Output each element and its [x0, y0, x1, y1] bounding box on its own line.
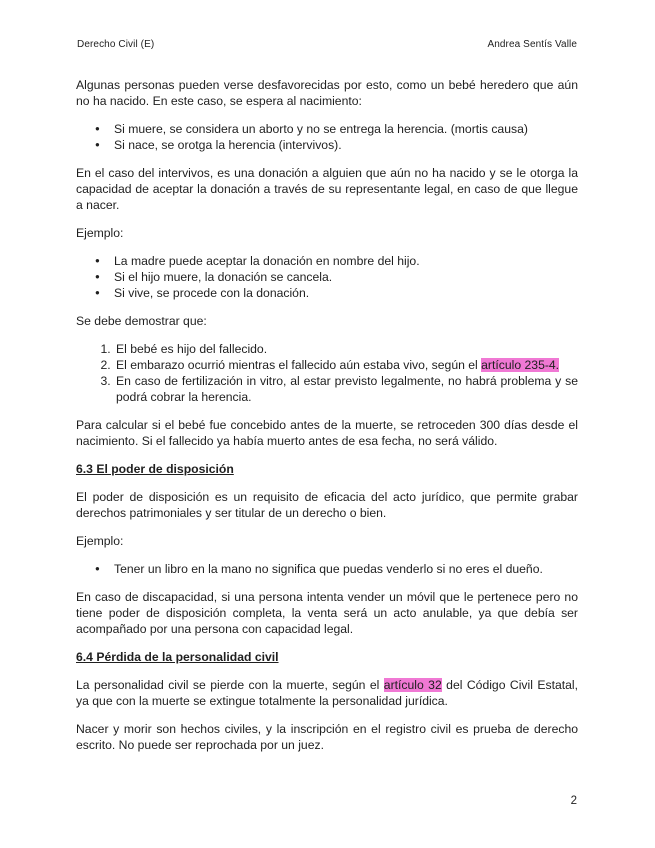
list-item: ● Si el hijo muere, la donación se cancela. [114, 269, 578, 285]
list-item [114, 357, 578, 373]
paragraph-300-days: Para calcular si el bebé fue concebido antes de la muerte, se retroceden 300 días desde el nacimiento. Si el fallecido ya había muerto antes de esa fecha, no será válido. [76, 418, 578, 448]
paragraph-hechos-civiles: Nacer y morir son hechos civiles, y la inscripción en el registro civil es prueba de derecho escrito. No puede ser reprochada por un juez. [76, 722, 578, 752]
paragraph-requirements-intro: Se debe demostrar que: [76, 314, 207, 328]
section-heading-6-4: 6.4 Pérdida de la personalidad civil [76, 650, 279, 664]
page-body [76, 77, 578, 753]
paragraph-discapacidad: En caso de discapacidad, si una persona intenta vender un móvil que le pertenece pero no tiene poder de disposición completa, la venta será un acto anulable, ya que debía ser acompañado por una persona con capacidad legal. [76, 590, 578, 636]
paragraph-intro: Algunas personas pueden verse desfavorecidas por esto, como un bebé heredero que aún no ha nacido. En este caso, se espera al nacimiento: [76, 78, 578, 108]
paragraph-text: La personalidad civil se pierde con la muerte, según el [76, 678, 384, 692]
section-heading-6-3: 6.3 El poder de disposición [76, 462, 234, 476]
list-item: ● Si muere, se considera un aborto y no se entrega la herencia. (mortis causa) [114, 121, 578, 137]
list-item-text: El embarazo ocurrió mientras el fallecido aún estaba vivo, según el [116, 358, 482, 372]
list-item: ● La madre puede aceptar la donación en nombre del hijo. [114, 253, 578, 269]
paragraph-intervivos: En el caso del intervivos, es una donación a alguien que aún no ha nacido y se le otorga la capacidad de aceptar la donación a través de su representante legal, en caso de que llegue a nacer. [76, 166, 578, 212]
header-author: Andrea Sentís Valle [487, 39, 577, 50]
highlight-article-235-4: artículo 235-4. [481, 358, 560, 372]
paragraph-example-label: Ejemplo: [76, 226, 124, 240]
page-number: 2 [570, 795, 577, 807]
paragraph-perdida-personalidad [76, 677, 578, 709]
list-item: 3. En caso de fertilización in vitro, al estar previsto legalmente, no habrá problema y se podrá cobrar la herencia. [114, 373, 578, 405]
highlight-article-32: artículo 32 [383, 678, 442, 692]
list-item: ● Si nace, se orotga la herencia (intervivos). [114, 137, 578, 153]
paragraph-text: del Código Civil Estatal, ya que con la muerte se extingue totalmente la personalidad jurídica. [76, 678, 578, 708]
paragraph-poder-disposicion: El poder de disposición es un requisito de eficacia del acto jurídico, que permite grabar derechos patrimoniales y ser titular de un derecho o bien. [76, 490, 578, 520]
list-item: ● Si vive, se procede con la donación. [114, 285, 578, 301]
bullet-list-book-example [76, 561, 578, 577]
bullet-list-inheritance [76, 121, 578, 153]
list-item: 1. El bebé es hijo del fallecido. [114, 341, 578, 357]
list-item: ● Tener un libro en la mano no significa que puedas venderlo si no eres el dueño. [114, 561, 578, 577]
numbered-list-requirements [76, 341, 578, 405]
bullet-list-example [76, 253, 578, 301]
paragraph-example-label: Ejemplo: [76, 534, 124, 548]
header-course-title: Derecho Civil (E) [77, 39, 155, 50]
